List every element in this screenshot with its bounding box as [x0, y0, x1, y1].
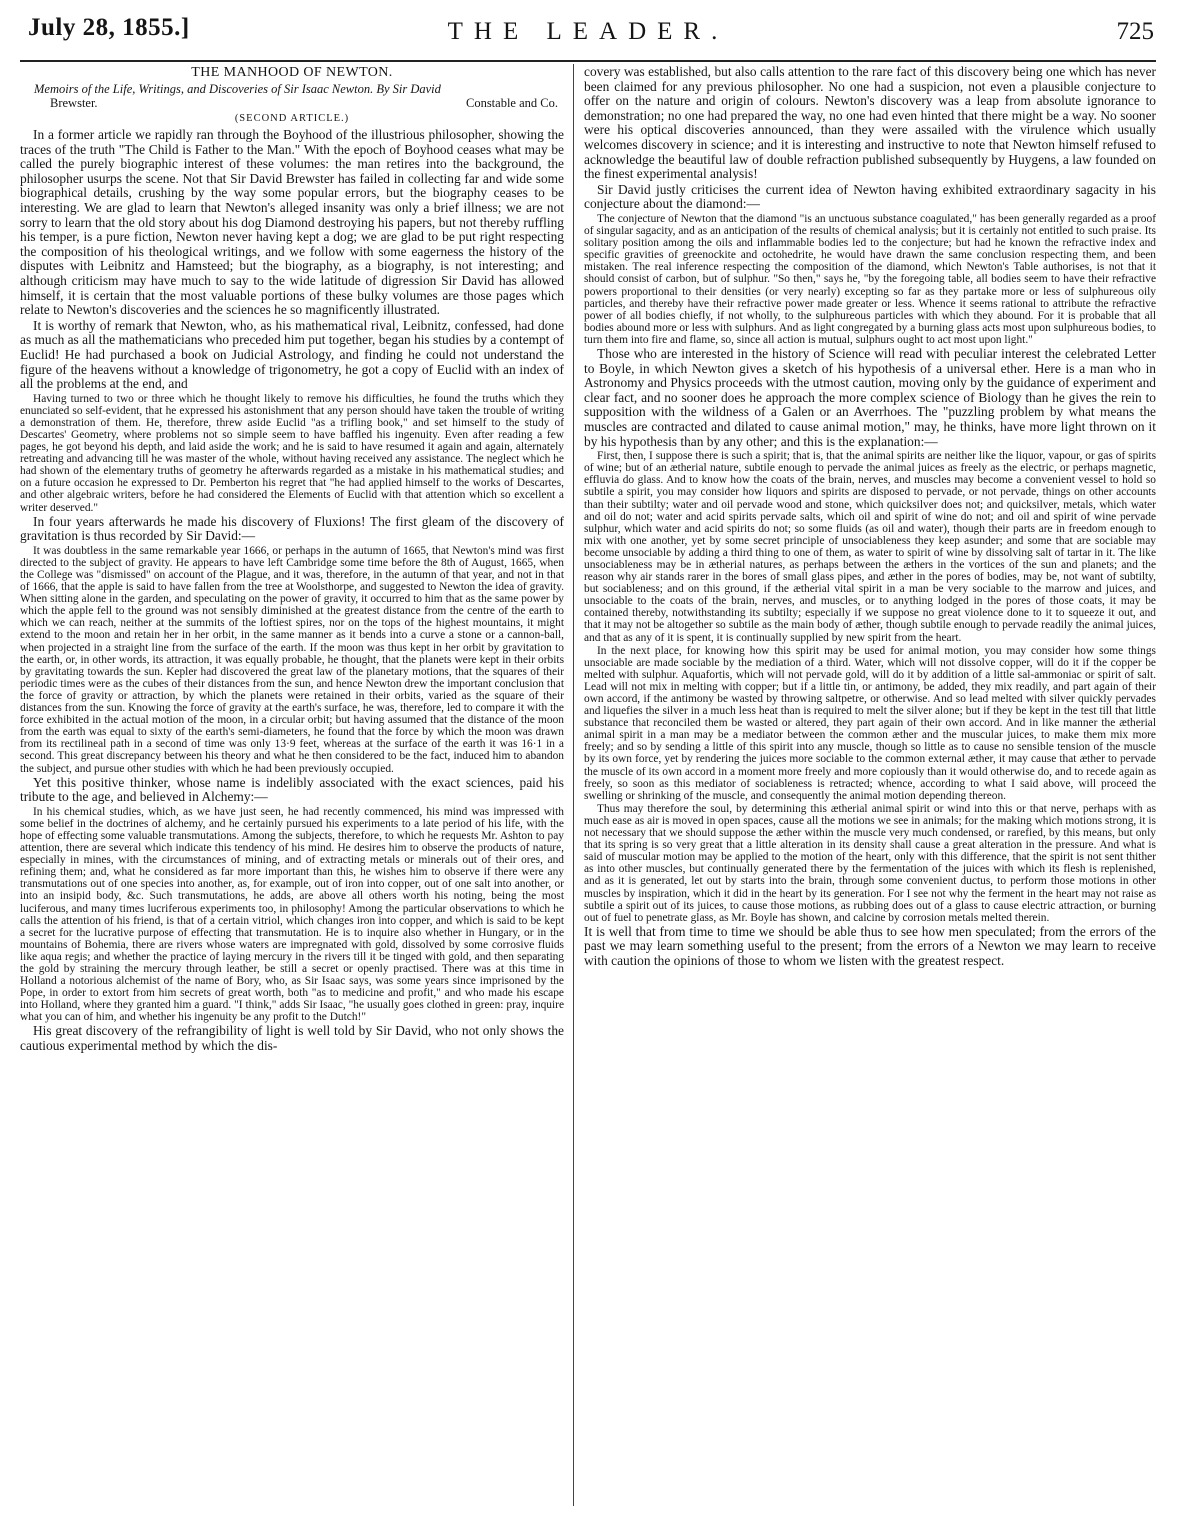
article-title: THE MANHOOD OF NEWTON. — [191, 65, 393, 80]
right-quote-spirit-2: In the next place, for knowing how this spirit may be used for animal motion, you may consider how some things unsociable are made sociable by the mediation of a third. Water, which will not dissolve copper, will do it if the copper be melted with sulphur. Aquafortis, which will not pervade gold, will do it by addition of a little sal-ammoniac or spirit of salt. Lead will not mix in melting with copper; but if a little tin, or antimony, be added, they mix readily, and part again of their own accord, if the antimony be wasted by throwing saltpetre, or otherwise. And so lead melted with silver quickly pervades and liquefies the silver in a much less heat than is required to melt the silver alone; but if they be kept in the test till that little substance that reconciled them be wasted or altered, they part again of their own accord. And in like manner the ætherial animal spirit in a man may be a mediator between the common æther and the muscular juices, to make them mix more freely; and so by sending a little of this spirit into any muscle, though so little as to cause no sensible tension of the muscle by its own force, yet by rendering the juices more sociable to the common external æther, it may cause that æther to pervade the muscle of its own accord in a moment more freely and more copiously than it would otherwise do, and to recede again as freely, so soon as this mediator of sociableness is retracted; whence, according to what I said above, will proceed the swelling or shrinking of the muscle, and consequently the animal motion depending thereon. — [584, 644, 1156, 802]
left-paragraph-4: Yet this positive thinker, whose name is indelibly associated with the exact sciences, paid his tribute to the age, and believed in Alchemy:— — [20, 774, 564, 805]
left-quote-euclid: Having turned to two or three which he thought likely to remove his difficulties, he found the truths which they enunciated so self-evident, that he expressed his astonishment that any person should have taken the trouble of writing a demonstration of them. He, therefore, threw aside Euclid "as a trifling book," and set himself to the study of Descartes' Geometry, where problems not so simple seem to have baffled his ingenuity. Even after reading a few pages, he got beyond his depth, and laid aside the work; and he is said to have resumed it again and again, alternately retreating and advancing till he was master of the whole, without having received any assistance. The neglect which he had shown of the elementary truths of geometry he afterwards regarded as a mistake in his mathematical studies; and on a future occasion he expressed to Dr. Pemberton his regret that "he had applied himself to the works of Descartes, and other algebraic writers, before he had considered the Elements of Euclid with that attention which so excellent a writer deserved." — [20, 392, 564, 514]
issue-date: July 28, 1855.] — [28, 14, 190, 41]
left-paragraph-2: It is worthy of remark that Newton, who, as his mathematical rival, Leibnitz, confessed, had done as much as all the mathematicians who preceded him put together, began his studies by a contempt of Euclid! He had purchased a book on Judicial Astrology, and finding he could not understand the figure of the heavens without a knowledge of trigonometry, he got a copy of Euclid with an index of all the problems at the end, and — [20, 317, 564, 392]
column-divider — [573, 64, 574, 1506]
newspaper-title: THE LEADER. — [447, 18, 729, 45]
left-paragraph-3: In four years afterwards he made his discovery of Fluxions! The first gleam of the discovery of gravitation is thus recorded by Sir David:— — [20, 513, 564, 544]
left-quote-gravity: It was doubtless in the same remarkable year 1666, or perhaps in the autumn of 1665, that Newton's mind was first directed to the subject of gravity. He appears to have left Cambridge some time before the 8th of August, 1665, when the College was "dismissed" on account of the Plague, and it was, therefore, in the autumn of that year, and not in that of 1666, that the apple is said to have fallen from the tree at Woolsthorpe, and suggested to Newton the idea of gravity. When sitting alone in the garden, and speculating on the power of gravity, it occurred to him that as the same power by which the apple fell to the ground was not sensibly diminished at the greatest distance from the centre of the earth to which we can reach, neither at the summits of the loftiest spires, nor on the tops of the highest mountains, it might extend to the moon and retain her in her orbit, in the same manner as it bends into a curve a stone or a cannon-ball, when projected in a straight line from the surface of the earth. If the moon was thus kept in her orbit by gravitation to the earth, or, in other words, its attraction, it was equally probable, he thought, that the planets were kept in their orbits by gravitating towards the sun. Kepler had discovered the great law of the planetary motions, that the squares of their periodic times were as the cubes of their distances from the sun, and hence Newton drew the important conclusion that the force of gravity or attraction, by which the planets were retained in their orbits, varied as the square of their distances from the sun. Knowing the force of gravity at the earth's surface, he was, therefore, led to compare it with the force exhibited in the actual motion of the moon, in a circular orbit; but having assumed that the distance of the moon from the earth was equal to sixty of the earth's semi-diameters, he found that the force by which the moon was drawn from its rectilineal path in a second of time was only 13·9 feet, whereas at the surface of the earth it was 16·1 in a second. This great discrepancy between his theory and what he then considered to be the fact, induced him to abandon the subject, and pursue other studies with which he had been previously occupied. — [20, 544, 564, 775]
left-paragraph-1: In a former article we rapidly ran through the Boyhood of the illustrious philosopher, showing the traces of the truth "The Child is Father to the Man." With the epoch of Boyhood ceases what may be called the purely biographic interest of these volumes: the man retires into the background, the philosopher usurps the scene. Not that Sir David Brewster has failed in collecting far and wide some biographical details, crushing by the way some popular errors, but the biography ceases to be interesting. We are glad to learn that Newton's alleged insanity was only a brief illness; we are not sorry to learn that the old story about his dog Diamond destroying his papers, but not thereby ruffling his temper, is a pure fiction, Newton never having kept a dog; we are glad to be put right respecting the composition of his theological writings, and we follow with some eagerness the history of the disputes with Leibnitz and Hamsteed; but the biography, as a biography, is not interesting; and although criticism may have much to say to the wide latitude of digression Sir David has allowed himself, it is certain that the most valuable portions of these bulky volumes are those pages which relate to Newton's discoveries and the sciences he so magnificently illustrated. — [20, 127, 564, 318]
book-publisher: Constable and Co. — [465, 96, 558, 110]
right-paragraph-2: Sir David justly criticises the current idea of Newton having exhibited extraordinary sagacity in his conjecture about the diamond:— — [584, 181, 1156, 212]
left-quote-alchemy: In his chemical studies, which, as we have just seen, he had recently commenced, his mind was impressed with some belief in the doctrines of alchemy, and he certainly pursued his experiments to a late period of his life, with the hope of effecting some valuable transmutations. Among the subjects, therefore, to which he requests Mr. Ashton to pay attention, there are several which indicate this tendency of his mind. He desires him to observe the products of nature, especially in mines, with the circumstances of mining, and of extracting metals or minerals out of their ores, and refining them; and, what he considered as far more important than this, he wishes him to observe if there were any transmutations out of one species into another, as, for example, out of iron into copper, out of one salt into another, or into an insipid body, &c. Such transmutations, he adds, are above all others worth his noting, being the most luciferous, and many times lucriferous experiments too, in philosophy! Among the particular observations to which he calls the attention of his friend, is that of a certain vitriol, which changes iron into copper, and which is said to be kept a secret for the lucrative purpose of effecting that transmutation. He is to inquire also whether in Hungary, or in the mountains of Bohemia, there are rivers whose waters are impregnated with gold, dissolved by some corrosive fluids like aqua regis; and whether the practice of laying mercury in the rivers till it be tinged with gold, and then separating the gold by straining the mercury through leather, be still a secret or openly practised. There was at this time in Holland a notorious alchemist of the name of Bory, who, as Sir Isaac says, was some years since imprisoned by the Pope, in order to extort from him secrets of great worth, both "as to medicine and profit," and who made his escape into Holland, where they granted him a guard. "I think," adds Sir Isaac, "he usually goes clothed in green: pray, inquire what you can of him, and whether his ingenuity be any profit to the Dutch!" — [20, 805, 564, 1024]
book-author: Brewster. — [50, 96, 98, 110]
book-reference: Memoirs of the Life, Writings, and Discoveries of Sir Isaac Newton. By Sir David — [34, 82, 441, 96]
masthead — [20, 4, 1156, 48]
right-quote-spirit-1: First, then, I suppose there is such a spirit; that is, that the animal spirits are neither like the liquor, vapour, or gas of spirits of wine; but of an ætherial nature, subtile enough to pervade the animal juices as freely as the electric, or perhaps magnetic, effluvia do glass. And to know how the coats of the brain, nerves, and muscles may become a convenient vessel to hold so subtile a spirit, you may consider how liquors and spirits are disposed to pervade, or not pervade, things on other accounts than their subtilty; water and oil pervade wood and stone, which quicksilver does not; and quicksilver, metals, which water and oil do not; water and acid spirits pervade salts, which oil and spirit of wine do not; and oil and spirit of wine pervade sulphur, which water and acid spirits do not; so some fluids (as oil and water), though their parts are in freedom enough to mix with one another, yet by some secret principle of unsociableness they keep asunder; and some that are sociable may become unsociable by adding a third thing to one of them, as water to spirit of wine by dissolving salt of tartar in it. The like unsociableness may be in ætherial natures, as perhaps between the æthers in the vortices of the sun and planets; and the reason why air stands rarer in the bores of small glass pipes, and æther in the pores of bodies, may be, not want of subtilty, but sociableness; and on this ground, if the ætherial vital spirit in a man be very sociable to the marrow and juices, and unsociable to the coats of the brain, nerves, and muscles, or to anything lodged in the pores of those coats, it may be contained thereby, notwithstanding its subtilty; especially if we suppose no great violence done to it to squeeze it out, and that it may not be altogether so subtile as the main body of æther, though subtile enough to pervade readily the animal juices, and that as any of it is spent, it is continually supplied by new spirit from the heart. — [584, 450, 1156, 644]
right-paragraph-3: Those who are interested in the history of Science will read with peculiar interest the celebrated Letter to Boyle, in which Newton gives a sketch of his hypothesis of a universal ether. Here is a man who in Astronomy and Physics proceeds with the utmost caution, moving only by the guidance of experiment and clear fact, and no sooner does he approach the more complex science of Biology than he gives the rein to supposition with the wildness of a Galen or an Averrhoes. The "puzzling problem by what means the muscles are contracted and dilated to cause animal motion," may, he thinks, have more light thrown on it by his hypothesis than by any other; and this is the explanation:— — [584, 345, 1156, 449]
left-column — [20, 65, 564, 1508]
masthead-rule — [20, 60, 1156, 62]
right-column — [584, 65, 1156, 1508]
right-quote-diamond: The conjecture of Newton that the diamond "is an unctuous substance coagulated," has been generally regarded as a proof of singular sagacity, and as an anticipation of the results of chemical analysis; but it is certainly not entitled to such praise. Its solitary position among the oils and inflammable bodies led to the conjecture; but had he known the refractive index and specific gravities of greenockite and octohedrite, he would have drawn the same conclusion respecting them, and been mistaken. The real inference respecting the composition of the diamond, which Newton's Table authorises, is not that it should consist of carbon, but of sulphur. "So then," says he, "by the foregoing table, all bodies seem to have their refractive powers proportional to their densities (or very nearly) excepting so far as they partake more or less of sulphureous oily particles, and thereby have their refractive power made greater or less. Whence it seems rational to attribute the refractive power of all bodies chiefly, if not wholly, to the sulphureous particles with which they abound. For it is probable that all bodies abound more or less with sulphurs. And as light congregated by a burning glass acts most upon sulphureous bodies, to turn them into fire and flame, so, since all action is mutual, sulphurs ought to act most upon light." — [584, 212, 1156, 346]
left-paragraph-5: His great discovery of the refrangibility of light is well told by Sir David, who not only shows the cautious experimental method by which the dis- — [20, 1023, 564, 1054]
article-subtitle: (SECOND ARTICLE.) — [234, 113, 350, 124]
book-reference-line-2 — [20, 96, 564, 110]
right-paragraph-1: covery was established, but also calls attention to the rare fact of this discovery being one which has never been claimed for any previous philosopher. No one had a suspicion, not even a plausible conjecture to offer on the nature and origin of colours. Newton's discovery was a leap from absolute ignorance to demonstration; no one had prepared the way, no one had even hinted that there might be a way. No sooner were his optical discoveries announced, than they were assailed with the virulence which usually welcomes discovery in science; and it is interesting and instructive to note that Newton himself refused to acknowledge the beautiful law of double refraction published subsequently by Huygens, a law founded on the finest experimental analysis! — [584, 65, 1156, 182]
right-quote-spirit-3: Thus may therefore the soul, by determining this ætherial animal spirit or wind into this or that nerve, perhaps with as much ease as air is moved in open spaces, cause all the motions we see in animals; for the making which motions strong, it is not necessary that we should suppose the æther within the muscle very much condensed, or rarefied, by this means, but only that its spring is so very great that a little alteration in its density shall cause a great alteration in the pressure. And what is said of muscular motion may be applied to the motion of the heart, only with this difference, that the spirit is not sent thither as into other muscles, but continually generated there by the fermentation of the juices with which its flesh is replenished, and as it is generated, let out by starts into the brain, through some convenient ductus, to perform those motions in other muscles by inspiration, which it did in the heart by its generation. For I see not why the ferment in the heart may not raise as subtile a spirit out of its juices, to cause those motions, as rubbing does out of a glass to cause electric attraction, or burning out of fuel to penetrate glass, as Mr. Boyle has shown, and calcine by corrosion metals melted therein. — [584, 802, 1156, 924]
page-number: 725 — [1116, 18, 1154, 45]
right-paragraph-closing: It is well that from time to time we should be able thus to see how men speculated; from the errors of the past we may learn something useful to the present; from the errors of a Newton we may learn to receive with caution the opinions of those to whom we listen with the greatest respect. — [584, 923, 1156, 968]
